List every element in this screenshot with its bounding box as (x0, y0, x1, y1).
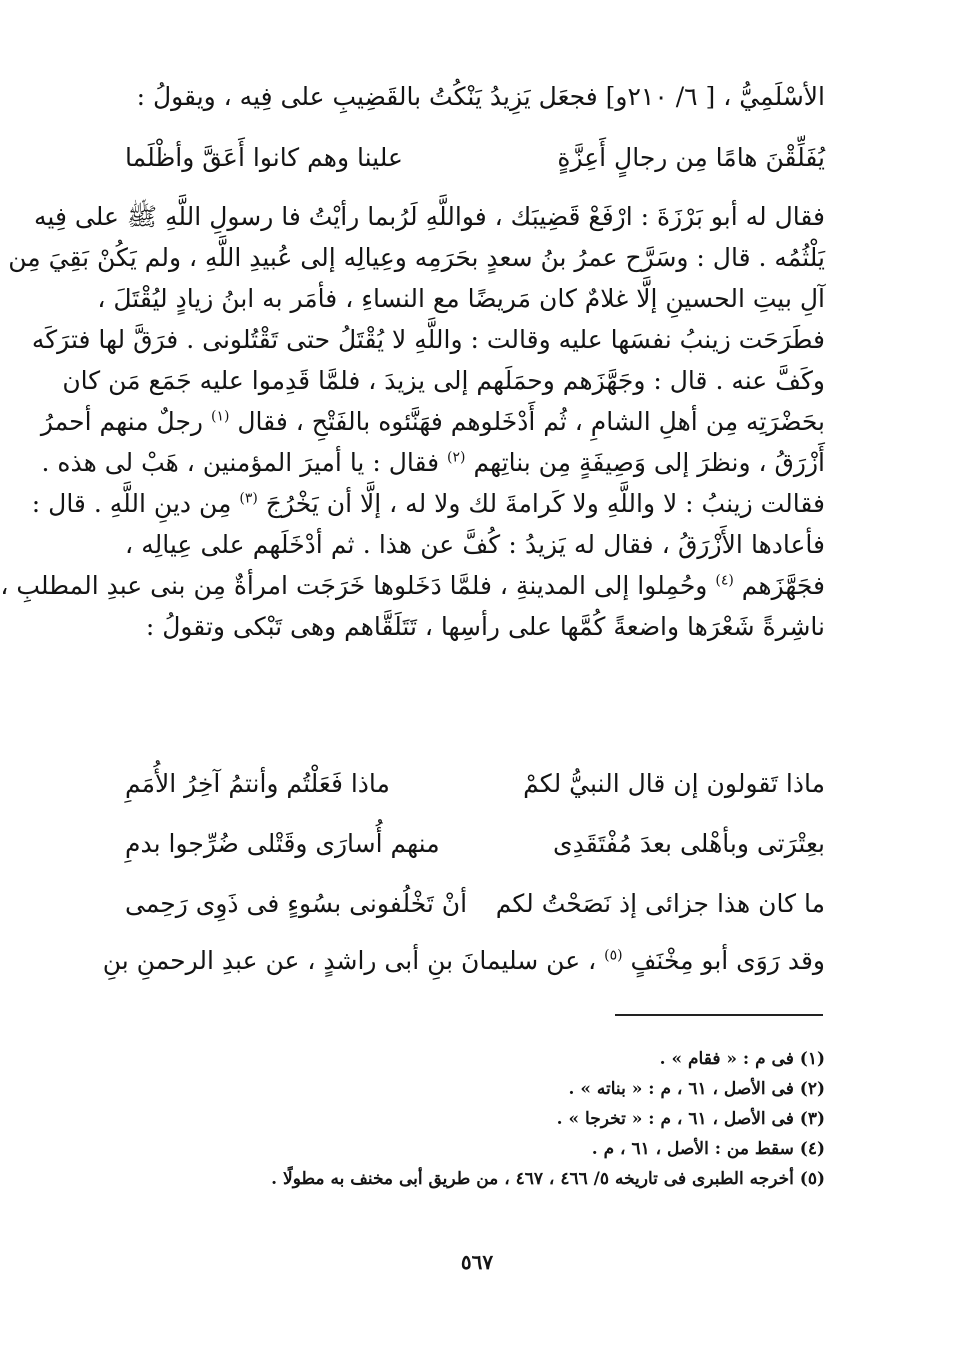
text-line: ناشِرةً شَعْرَها واضعةً كُمَّها على رأسِها ، تَتَلَقَّاهم وهى تَبْكى وتقولُ : (145, 612, 825, 641)
text-segment: فقالت زينبُ : لا واللَّهِ ولا كَرامةَ لك ولا له ، إلَّا أن يَخْرُجَ (265, 489, 825, 518)
verse-second-hemistich: أنْ تَخْلُفونى بسُوءٍ فى ذَوِى رَحِمى (125, 889, 468, 918)
paragraph-narrative (0, 196, 825, 647)
verse-line (125, 824, 825, 864)
paragraph-intro (125, 76, 825, 117)
footnote-separator (615, 1014, 823, 1016)
footnote: (٢) فى الأصل ، ٦١ ، م : « بناته » . (568, 1079, 825, 1099)
text-segment: رجلٌ منهم أحمرُ (40, 407, 204, 436)
text-line (40, 401, 825, 442)
verse-first-hemistich: بعِتْرَتى وبأهْلى بعدَ مُفْتَقَدِى (553, 829, 825, 858)
text-line: الأسْلَمِيُّ ، [ ٦/ ٢١٠و] فجعَل يَزِيدُ يَنْكُتُ بالقَضِيبِ على فِيه ، ويقولُ : (136, 82, 825, 111)
verse-first-hemistich: ما كان هذا جزائى إذ نَصَحْتُ لكم (495, 889, 825, 918)
page-number: ٥٦٧ (460, 1250, 494, 1274)
text-segment: مِن دينِ اللَّهِ . قال : (31, 489, 232, 518)
verse-line (125, 884, 825, 924)
footnote-mark: (٥) (604, 947, 623, 964)
text-segment: وقد رَوَى أبو مِخْنَفٍ (630, 946, 825, 975)
paragraph-closing (102, 940, 825, 981)
verse-first-hemistich: ماذا تَقولون إن قال النبيُّ لكمْ (523, 769, 825, 798)
footnote-mark: (٣) (239, 490, 258, 507)
text-line: فأعادها الأَزْرَقُ ، فقال له يَزيدُ : كُفَّ عن هذا . ثم أدْخَلَهم على عِيالِه ، (125, 530, 825, 559)
verse-line (125, 138, 825, 178)
footnote: (٣) فى الأصل ، ٦١ ، م : « تخرجا » . (556, 1109, 825, 1129)
text-segment: أَزْرَقُ ، ونظرَ إلى وَصِيفَةٍ مِن بناتِهم (473, 448, 825, 477)
text-segment: فقال : يا أميرَ المؤمنين ، هَبْ لى هذه . (41, 448, 440, 477)
text-line (31, 483, 825, 524)
verse-second-hemistich: علينا وهم كانوا أَعَقَّ وأظْلَما (125, 143, 403, 172)
footnote: (١) فى م : « فقام » . (659, 1049, 825, 1069)
text-line: فقال له أبو بَرْزَةَ : ارْفَعْ قَضِيبَك ، فواللَّهِ لَرُبما رأيْتُ فا رسولِ اللَّهِ ﷺ على فِيه (34, 202, 825, 231)
text-segment: وحُمِلوا إلى المدينةِ ، فلمَّا دَخَلوها خَرَجَت امرأةٌ مِن بنى عبدِ المطلبِ ، (0, 571, 708, 600)
footnotes (125, 1044, 825, 1194)
verse-first-hemistich: يُفَلِّقْنَ هامًا مِن رجالٍ أَعِزَّةٍ (557, 143, 825, 172)
text-line: وكَفَّ عنه . قال : وجَهَّزَهم وحمَلَهم إلى يزيدَ ، فلمَّا قَدِموا عليه جَمَع مَن كان (62, 366, 825, 395)
footnote-mark: (١) (210, 408, 230, 425)
verse-second-hemistich: ماذا فَعَلْتُم وأنتمُ آخِرُ الأُمَمِ (125, 769, 390, 798)
footnote-mark: (٢) (447, 449, 466, 466)
text-line: فطَرَحَت زينبُ نفسَها عليه وقالت : واللَّهِ لا يُقْتَلُ حتى تَقْتُلونى . فرَقَّ لها فترَكَه (31, 325, 825, 354)
footnote-mark: (٤) (715, 572, 734, 589)
text-segment: فجَهَّزَهم (741, 571, 825, 600)
book-page (1, 0, 953, 1348)
text-line: آلِ بيتِ الحسينِ إلَّا غلامٌ كان مَريضًا مع النساءِ ، فأمَر به ابنُ زيادٍ ليُقْتَلَ ، (97, 284, 825, 313)
text-segment: ، عن سليمانَ بنِ أبى راشدٍ ، عن عبدِ الرحمنِ بنِ (102, 946, 597, 975)
text-line (102, 940, 825, 981)
text-line (0, 565, 825, 606)
verse-second-hemistich: منهم أُسارَى وقَتْلى ضُرِّجوا بدمِ (125, 829, 440, 858)
text-line (41, 442, 825, 483)
footnote: (٥) أخرجه الطبرى فى تاريخه ٥/ ٤٦٦ ، ٤٦٧ ، من طريق أبى مخنف به مطولًا . (271, 1169, 825, 1189)
text-line: يَلْثُمُه . قال : وسَرَّح عمرُ بنُ سعدٍ بحَرَمِه وعِيالِه إلى عُبيدِ اللَّهِ ، ولم يَكُنْ بَقِيَ مِن (8, 243, 825, 272)
verse-line (125, 764, 825, 804)
text-segment: بحَضْرَتِه مِن أهلِ الشامِ ، ثُم أَدْخَلوهم فهَنَّئوه بالفَتْحِ ، فقال (237, 407, 825, 436)
footnote: (٤) سقط من : الأصل ، ٦١ ، م . (591, 1139, 825, 1159)
